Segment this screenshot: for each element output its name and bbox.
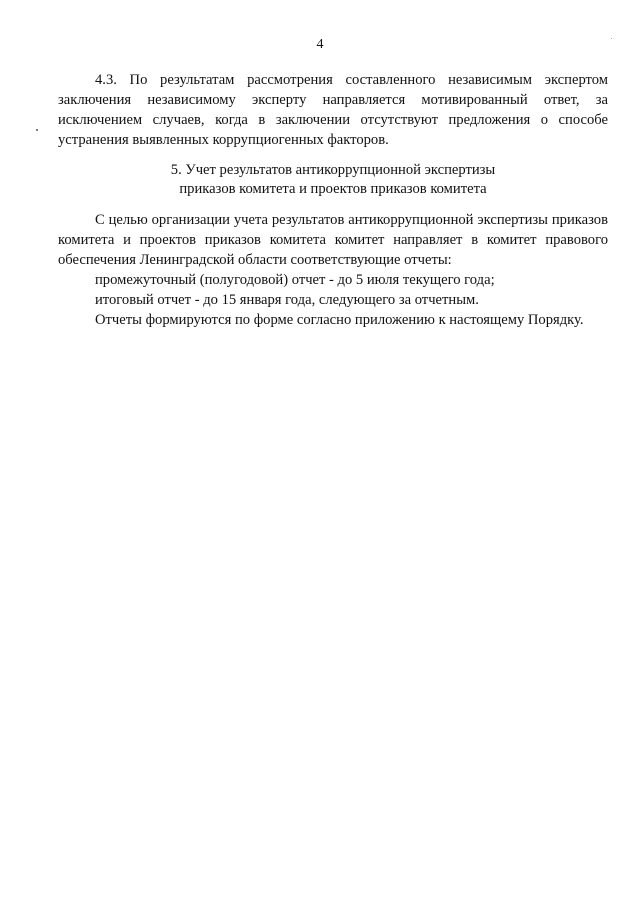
- page-number: 4: [316, 37, 324, 52]
- paragraph-intro: С целью организации учета результатов антикоррупционной экспертизы приказов комитета и проектов приказов комитета комитет направляет в комитет правового обеспечения Ленинградской области соответствующие отчеты:: [58, 212, 608, 268]
- report-interim-line: промежуточный (полугодовой) отчет - до 5 июля текущего года;: [95, 272, 495, 288]
- report-final-line: итоговый отчет - до 15 января года, следующего за отчетным.: [95, 292, 479, 308]
- section-5-text: [58, 210, 608, 330]
- section-5-heading: [58, 161, 608, 199]
- section-4-text: [58, 70, 608, 150]
- paragraph-forms: Отчеты формируются по форме согласно приложению к настоящему Порядку.: [95, 312, 584, 328]
- scan-speck: [611, 38, 612, 39]
- section-5-heading-line-1: 5. Учет результатов антикоррупционной экспертизы: [170, 162, 496, 178]
- section-5-heading-line-2: приказов комитета и проектов приказов комитета: [179, 181, 487, 197]
- paragraph-4-3: 4.3. По результатам рассмотрения составленного независимым экспертом заключения независимому эксперту направляется мотивированный ответ, за исключением случаев, когда в заключении отсутствуют предложения о способе устранения выявленных коррупциогенных факторов.: [58, 72, 608, 148]
- scan-speck: [36, 129, 38, 131]
